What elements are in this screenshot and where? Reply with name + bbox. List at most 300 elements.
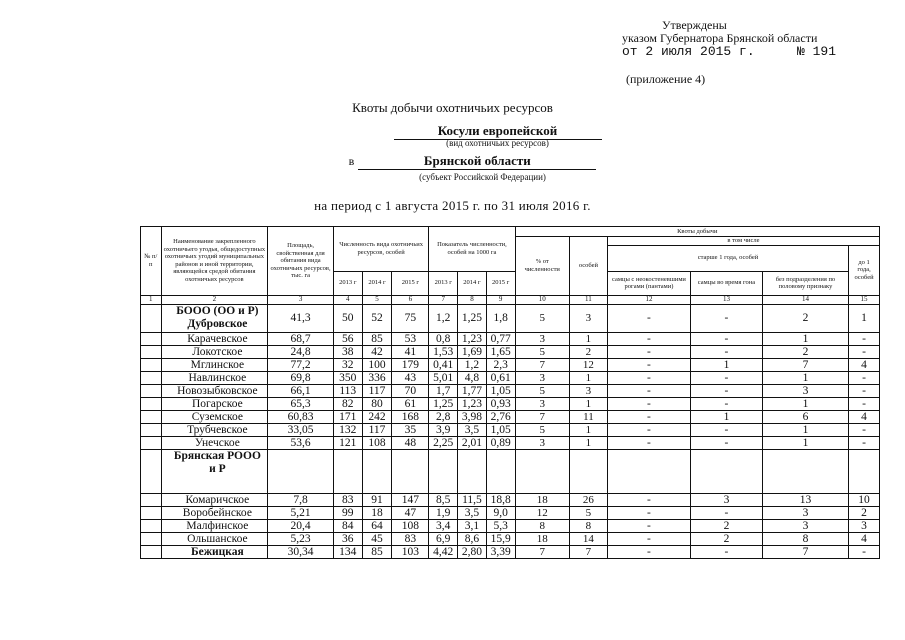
column-number-row	[141, 295, 880, 304]
column-number: 8	[458, 295, 487, 304]
cell-young: 4	[849, 532, 880, 545]
cell-d15: 18,8	[486, 493, 515, 506]
cell-c14: 242	[362, 410, 392, 423]
row-number-cell	[141, 345, 162, 358]
cell-rut: -	[691, 345, 763, 358]
table-row	[141, 436, 880, 449]
cell-total: 26	[569, 493, 607, 506]
cell-total: 12	[569, 358, 607, 371]
cell-c13: 83	[333, 493, 362, 506]
cell-total: 7	[569, 545, 607, 558]
header-count-2015: 2015 г	[392, 271, 429, 295]
row-name-cell: Унечское	[161, 436, 268, 449]
table-row	[141, 384, 880, 397]
cell-rut: 1	[691, 410, 763, 423]
cell-c14: 100	[362, 358, 392, 371]
header-total: особей	[569, 237, 607, 296]
cell-area: 69,8	[268, 371, 334, 384]
row-name-cell: Ольшанское	[161, 532, 268, 545]
cell-pct: 5	[515, 345, 569, 358]
table-row	[141, 519, 880, 532]
cell-area: 77,2	[268, 358, 334, 371]
cell-area: 66,1	[268, 384, 334, 397]
cell-d15: 2,76	[486, 410, 515, 423]
cell-rut: 1	[691, 358, 763, 371]
cell-d15: 5,3	[486, 519, 515, 532]
cell-young: -	[849, 332, 880, 345]
cell-antler: -	[607, 532, 690, 545]
header-older: старше 1 года, особей	[607, 245, 848, 271]
cell-rut: -	[691, 304, 763, 332]
header-males-antlers: самцы с неокостеневшими рогами (пантами)	[607, 271, 690, 295]
cell-c14: 91	[362, 493, 392, 506]
cell-c15: 43	[392, 371, 429, 384]
cell-rut: -	[691, 332, 763, 345]
header-area: Площадь, свойственная для обитания вида охотничьих ресурсов, тыс. га	[268, 227, 334, 296]
row-number-cell	[141, 506, 162, 519]
row-name-cell: Воробейнское	[161, 506, 268, 519]
cell-d13: 6,9	[429, 532, 458, 545]
table-row	[141, 397, 880, 410]
approval-line2: указом Губернатора Брянской области	[622, 31, 818, 45]
cell-pct	[515, 449, 569, 493]
cell-young: 4	[849, 410, 880, 423]
cell-nodiv: 1	[762, 423, 848, 436]
header-name: Наименование закрепленного охотничьего угодья, общедоступных охотничьих угодий муниципальных районов и иной территории, являющейся средой обитания охотничьих ресурсов	[161, 227, 268, 296]
cell-area: 24,8	[268, 345, 334, 358]
cell-d13: 2,25	[429, 436, 458, 449]
row-name-cell: БООО (ОО и Р) Дубровское	[161, 304, 268, 332]
row-name-cell: Малфинское	[161, 519, 268, 532]
row-name-cell: Мглинское	[161, 358, 268, 371]
cell-d13: 1,25	[429, 397, 458, 410]
cell-total: 8	[569, 519, 607, 532]
period-line: на период с 1 августа 2015 г. по 31 июля 2016 г.	[314, 198, 591, 213]
cell-antler: -	[607, 332, 690, 345]
cell-d15: 2,3	[486, 358, 515, 371]
cell-young: 1	[849, 304, 880, 332]
cell-d14: 1,25	[458, 304, 487, 332]
cell-c13: 99	[333, 506, 362, 519]
cell-d15: 9,0	[486, 506, 515, 519]
table-row	[141, 332, 880, 345]
row-name-cell: Суземское	[161, 410, 268, 423]
header-percent: % от численности	[515, 237, 569, 296]
cell-nodiv	[762, 449, 848, 493]
column-number: 3	[268, 295, 334, 304]
cell-d13: 1,7	[429, 384, 458, 397]
header-under: до 1 года, особей	[849, 245, 880, 295]
cell-area: 30,34	[268, 545, 334, 558]
cell-c13: 84	[333, 519, 362, 532]
cell-c14: 108	[362, 436, 392, 449]
column-number: 4	[333, 295, 362, 304]
cell-pct: 8	[515, 519, 569, 532]
cell-c15: 179	[392, 358, 429, 371]
cell-rut: -	[691, 371, 763, 384]
row-name-cell: Брянская РООО и Р	[161, 449, 268, 493]
cell-c13: 113	[333, 384, 362, 397]
cell-d15: 0,77	[486, 332, 515, 345]
column-number: 15	[849, 295, 880, 304]
cell-pct: 3	[515, 436, 569, 449]
cell-young: -	[849, 397, 880, 410]
approval-date-value: 2 июля 2015 г.	[645, 44, 755, 59]
cell-antler: -	[607, 423, 690, 436]
cell-d13: 3,4	[429, 519, 458, 532]
row-number-cell	[141, 410, 162, 423]
cell-c15: 41	[392, 345, 429, 358]
cell-nodiv: 3	[762, 519, 848, 532]
cell-c14: 336	[362, 371, 392, 384]
approval-date	[622, 45, 755, 59]
cell-c14: 80	[362, 397, 392, 410]
cell-c14: 117	[362, 384, 392, 397]
cell-d14	[458, 449, 487, 493]
cell-c14: 64	[362, 519, 392, 532]
cell-c15: 61	[392, 397, 429, 410]
column-number: 7	[429, 295, 458, 304]
header-density-2014: 2014 г	[458, 271, 487, 295]
cell-young: 10	[849, 493, 880, 506]
cell-rut: -	[691, 423, 763, 436]
cell-pct: 7	[515, 358, 569, 371]
column-number: 13	[691, 295, 763, 304]
cell-antler: -	[607, 436, 690, 449]
cell-d13: 1,2	[429, 304, 458, 332]
cell-d14: 3,5	[458, 423, 487, 436]
cell-c14: 85	[362, 332, 392, 345]
cell-pct: 5	[515, 304, 569, 332]
row-number-cell	[141, 332, 162, 345]
cell-total: 2	[569, 345, 607, 358]
cell-antler: -	[607, 371, 690, 384]
cell-area: 7,8	[268, 493, 334, 506]
cell-young: -	[849, 384, 880, 397]
cell-c15: 83	[392, 532, 429, 545]
cell-d13: 4,42	[429, 545, 458, 558]
cell-d15: 3,39	[486, 545, 515, 558]
cell-pct: 7	[515, 545, 569, 558]
cell-total: 14	[569, 532, 607, 545]
table-row	[141, 423, 880, 436]
column-number: 1	[141, 295, 162, 304]
cell-c13: 350	[333, 371, 362, 384]
cell-rut	[691, 449, 763, 493]
cell-antler: -	[607, 493, 690, 506]
cell-d14: 3,1	[458, 519, 487, 532]
cell-c13: 171	[333, 410, 362, 423]
header-count-2013: 2013 г	[333, 271, 362, 295]
table-row	[141, 358, 880, 371]
cell-pct: 12	[515, 506, 569, 519]
cell-d15: 1,8	[486, 304, 515, 332]
row-name-cell: Трубчевское	[161, 423, 268, 436]
table-row	[141, 506, 880, 519]
table-body	[141, 304, 880, 558]
header-no-division: без подразделения по половому признаку	[762, 271, 848, 295]
cell-d15: 1,65	[486, 345, 515, 358]
approval-line1: Утверждены	[662, 18, 727, 32]
cell-c15: 53	[392, 332, 429, 345]
cell-pct: 7	[515, 410, 569, 423]
header-count: Численность вида охотничьих ресурсов, особей	[333, 227, 428, 272]
cell-nodiv: 1	[762, 332, 848, 345]
table-row	[141, 449, 880, 493]
cell-pct: 5	[515, 423, 569, 436]
cell-c13: 36	[333, 532, 362, 545]
cell-d14: 1,2	[458, 358, 487, 371]
row-number-cell	[141, 493, 162, 506]
approval-number-prefix: №	[797, 44, 805, 59]
row-number-cell	[141, 371, 162, 384]
cell-c15: 47	[392, 506, 429, 519]
cell-rut: 3	[691, 493, 763, 506]
cell-c14: 42	[362, 345, 392, 358]
cell-antler: -	[607, 506, 690, 519]
cell-c15: 35	[392, 423, 429, 436]
cell-nodiv: 3	[762, 506, 848, 519]
species-caption: (вид охотничьих ресурсов)	[446, 138, 549, 148]
cell-nodiv: 13	[762, 493, 848, 506]
cell-area: 5,21	[268, 506, 334, 519]
cell-nodiv: 1	[762, 436, 848, 449]
row-name-cell: Комаричское	[161, 493, 268, 506]
cell-pct: 18	[515, 532, 569, 545]
row-name-cell: Новозыбковское	[161, 384, 268, 397]
column-number: 9	[486, 295, 515, 304]
cell-young: -	[849, 545, 880, 558]
cell-c14	[362, 449, 392, 493]
header-density-2015: 2015 г	[486, 271, 515, 295]
row-number-cell	[141, 358, 162, 371]
header-males-rut: самцы во время гона	[691, 271, 763, 295]
row-number-cell	[141, 423, 162, 436]
cell-nodiv: 2	[762, 304, 848, 332]
row-number-cell	[141, 519, 162, 532]
cell-d15: 1,05	[486, 423, 515, 436]
row-number-cell	[141, 304, 162, 332]
table-row	[141, 304, 880, 332]
cell-d14: 4,8	[458, 371, 487, 384]
cell-c15: 70	[392, 384, 429, 397]
cell-nodiv: 3	[762, 384, 848, 397]
column-number: 14	[762, 295, 848, 304]
cell-c15: 103	[392, 545, 429, 558]
cell-d14: 3,5	[458, 506, 487, 519]
cell-pct: 3	[515, 371, 569, 384]
cell-rut: -	[691, 545, 763, 558]
column-number: 6	[392, 295, 429, 304]
row-name-cell: Карачевское	[161, 332, 268, 345]
cell-c13: 56	[333, 332, 362, 345]
cell-young: 4	[849, 358, 880, 371]
table-row	[141, 545, 880, 558]
row-number-cell	[141, 397, 162, 410]
cell-c15: 147	[392, 493, 429, 506]
cell-rut: -	[691, 397, 763, 410]
cell-nodiv: 7	[762, 358, 848, 371]
row-number-cell	[141, 384, 162, 397]
cell-d14: 2,80	[458, 545, 487, 558]
table-row	[141, 410, 880, 423]
cell-rut: -	[691, 436, 763, 449]
cell-c13: 121	[333, 436, 362, 449]
cell-area: 68,7	[268, 332, 334, 345]
cell-d14: 1,23	[458, 332, 487, 345]
cell-antler: -	[607, 545, 690, 558]
header-count-2014: 2014 г	[362, 271, 392, 295]
cell-c13: 134	[333, 545, 362, 558]
document-title: Квоты добычи охотничьих ресурсов	[352, 100, 553, 115]
cell-total: 1	[569, 397, 607, 410]
cell-c13: 50	[333, 304, 362, 332]
cell-young: 2	[849, 506, 880, 519]
cell-d14: 8,6	[458, 532, 487, 545]
cell-area: 20,4	[268, 519, 334, 532]
cell-c15: 108	[392, 519, 429, 532]
cell-antler: -	[607, 384, 690, 397]
cell-c13: 38	[333, 345, 362, 358]
cell-d15	[486, 449, 515, 493]
cell-total: 3	[569, 384, 607, 397]
column-number: 10	[515, 295, 569, 304]
cell-young	[849, 449, 880, 493]
cell-nodiv: 8	[762, 532, 848, 545]
cell-rut: -	[691, 384, 763, 397]
cell-young: -	[849, 345, 880, 358]
table-row	[141, 532, 880, 545]
cell-d14: 1,23	[458, 397, 487, 410]
cell-d15: 0,93	[486, 397, 515, 410]
cell-antler: -	[607, 397, 690, 410]
cell-total: 11	[569, 410, 607, 423]
cell-antler: -	[607, 519, 690, 532]
row-number-cell	[141, 532, 162, 545]
row-name-cell: Бежицкая	[161, 545, 268, 558]
cell-d13: 3,9	[429, 423, 458, 436]
column-number: 5	[362, 295, 392, 304]
cell-antler: -	[607, 410, 690, 423]
cell-d14: 2,01	[458, 436, 487, 449]
cell-pct: 5	[515, 384, 569, 397]
cell-antler: -	[607, 358, 690, 371]
cell-pct: 3	[515, 332, 569, 345]
row-name-cell: Погарское	[161, 397, 268, 410]
cell-c14: 117	[362, 423, 392, 436]
cell-d14: 1,77	[458, 384, 487, 397]
cell-nodiv: 2	[762, 345, 848, 358]
cell-c14: 18	[362, 506, 392, 519]
approval-number-value: 191	[812, 44, 837, 59]
row-name-cell: Локотское	[161, 345, 268, 358]
cell-nodiv: 1	[762, 397, 848, 410]
cell-c13	[333, 449, 362, 493]
cell-rut: 2	[691, 532, 763, 545]
approval-number	[797, 45, 836, 59]
cell-d15: 15,9	[486, 532, 515, 545]
region-prefix: в	[348, 154, 355, 168]
cell-c14: 45	[362, 532, 392, 545]
cell-area: 33,05	[268, 423, 334, 436]
cell-d15: 1,05	[486, 384, 515, 397]
cell-c14: 52	[362, 304, 392, 332]
species-name: Косули европейской	[394, 123, 602, 140]
cell-d13: 1,9	[429, 506, 458, 519]
table-row	[141, 493, 880, 506]
cell-d13: 8,5	[429, 493, 458, 506]
cell-total: 1	[569, 436, 607, 449]
cell-d13: 1,53	[429, 345, 458, 358]
cell-total: 1	[569, 423, 607, 436]
cell-c13: 32	[333, 358, 362, 371]
cell-d13: 0,41	[429, 358, 458, 371]
cell-area: 5,23	[268, 532, 334, 545]
cell-d13: 0,8	[429, 332, 458, 345]
column-number: 2	[161, 295, 268, 304]
row-name-cell: Навлинское	[161, 371, 268, 384]
column-number: 12	[607, 295, 690, 304]
cell-area: 41,3	[268, 304, 334, 332]
cell-area: 60,83	[268, 410, 334, 423]
cell-total: 5	[569, 506, 607, 519]
column-number: 11	[569, 295, 607, 304]
cell-young: -	[849, 436, 880, 449]
header-no: № п/п	[141, 227, 162, 296]
cell-d13	[429, 449, 458, 493]
cell-c13: 82	[333, 397, 362, 410]
cell-area: 65,3	[268, 397, 334, 410]
cell-c15	[392, 449, 429, 493]
cell-d14: 1,69	[458, 345, 487, 358]
cell-antler: -	[607, 345, 690, 358]
row-number-cell	[141, 449, 162, 493]
cell-total: 1	[569, 371, 607, 384]
approval-date-prefix: от	[622, 44, 638, 59]
cell-rut: 2	[691, 519, 763, 532]
region-line	[0, 152, 905, 170]
cell-young: -	[849, 423, 880, 436]
header-density: Показатель численности, особей на 1000 га	[429, 227, 515, 272]
header-quota: Квоты добычи	[515, 227, 879, 237]
cell-total: 1	[569, 332, 607, 345]
header-density-2013: 2013 г	[429, 271, 458, 295]
cell-young: 3	[849, 519, 880, 532]
cell-d15: 0,89	[486, 436, 515, 449]
cell-nodiv: 1	[762, 371, 848, 384]
cell-nodiv: 7	[762, 545, 848, 558]
cell-pct: 3	[515, 397, 569, 410]
cell-d14: 3,98	[458, 410, 487, 423]
table-row	[141, 345, 880, 358]
cell-c14: 85	[362, 545, 392, 558]
cell-antler	[607, 449, 690, 493]
cell-antler: -	[607, 304, 690, 332]
cell-nodiv: 6	[762, 410, 848, 423]
header-including: в том числе	[607, 237, 879, 246]
region-name: Брянской области	[358, 153, 596, 170]
cell-total: 3	[569, 304, 607, 332]
cell-area: 53,6	[268, 436, 334, 449]
cell-young: -	[849, 371, 880, 384]
table-row	[141, 371, 880, 384]
cell-total	[569, 449, 607, 493]
appendix-note: (приложение 4)	[626, 72, 706, 86]
cell-c15: 48	[392, 436, 429, 449]
row-number-cell	[141, 545, 162, 558]
cell-c15: 168	[392, 410, 429, 423]
cell-rut: -	[691, 506, 763, 519]
